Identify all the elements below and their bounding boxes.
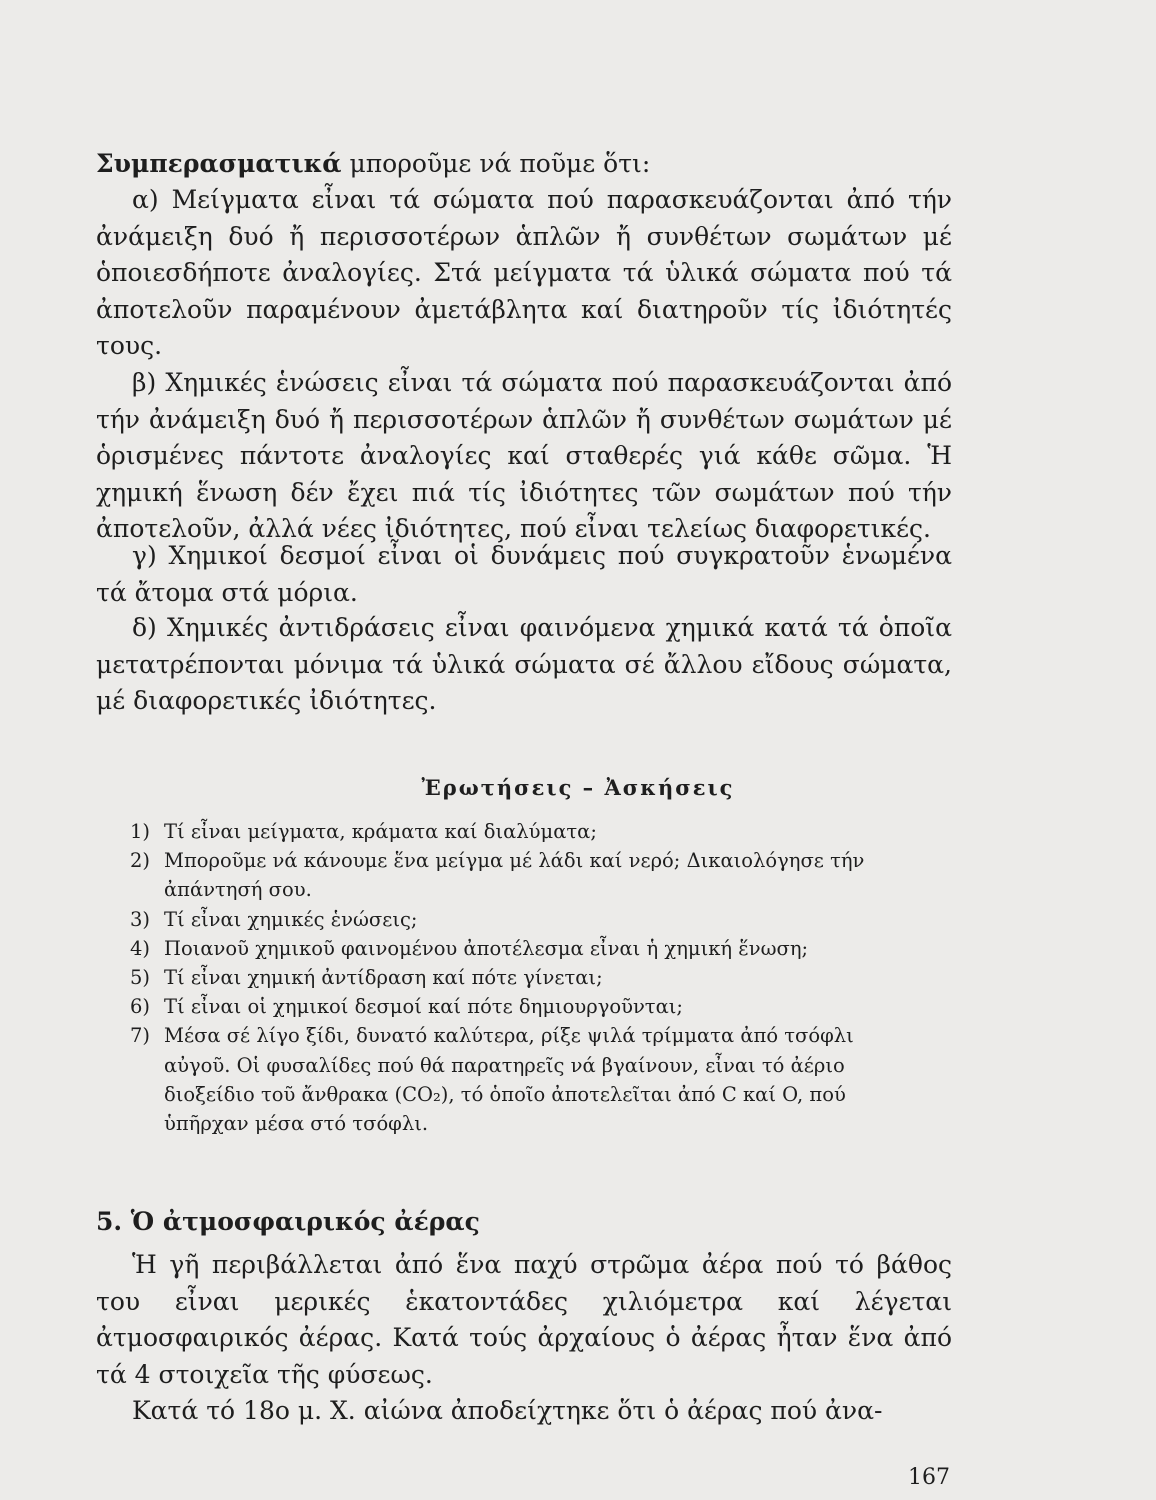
question-text: Μέσα σέ λίγο ξίδι, δυνατό καλύτερα, ρίξε ψιλά τρίμματα ἀπό τσόφλι αὐγοῦ. Οἱ φυσαλίδες πού θά παρατηρεῖς νά βγαίνουν, εἶναι τό ἀέριο διοξείδιο τοῦ ἄνθρακα (CO₂), τό ὁποῖο ἀποτελεῖται ἀπό C καί O, πού ὑπῆρχαν μέσα στό τσόφλι. xyxy=(164,1024,854,1136)
question-text: Ποιανοῦ χημικοῦ φαινομένου ἀποτέλεσμα εἶναι ἡ χημική ἕνωση; xyxy=(164,936,809,960)
question-item xyxy=(130,905,920,934)
question-item xyxy=(130,846,920,904)
question-number: 5) xyxy=(130,966,151,990)
conclusion-item-a: α) Μείγματα εἶναι τά σώματα πού παρασκευάζονται ἀπό τήν ἀνάμειξη δυό ἤ περισσοτέρων ἁπλῶν ἤ συνθέτων σωμάτων μέ ὁποιεσδήποτε ἀναλογίες. Στά μείγματα τά ὑλικά σώματα πού τά ἀποτελοῦν παραμένουν ἀμετάβλητα καί διατηροῦν τίς ἰδιότητές τους. xyxy=(96,185,952,360)
questions-title: Ἐρωτήσεις – Ἀσκήσεις xyxy=(421,775,735,800)
question-item xyxy=(130,934,920,963)
question-item xyxy=(130,817,920,846)
section-paragraph: Ἡ γῆ περιβάλλεται ἀπό ἕνα παχύ στρῶμα ἀέρα πού τό βάθος του εἶναι μερικές ἑκατοντάδες χιλιόμετρα καί λέγεται ἀτμοσφαιρικός ἀέρας. Κατά τούς ἀρχαίους ὁ ἀέρας ἦταν ἕνα ἀπό τά 4 στοιχεῖα τῆς φύσεως. xyxy=(96,1250,952,1389)
question-number: 7) xyxy=(130,1024,151,1048)
question-text: Τί εἶναι χημική ἀντίδραση καί πότε γίνεται; xyxy=(164,966,603,990)
question-number: 6) xyxy=(130,995,151,1019)
question-number: 2) xyxy=(130,849,151,873)
question-item xyxy=(130,992,920,1021)
conclusion-item-c: γ) Χημικοί δεσμοί εἶναι οἱ δυνάμεις πού συγκρατοῦν ἑνωμένα τά ἄτομα στά μόρια. xyxy=(96,541,952,607)
section-paragraph: Κατά τό 18ο μ. Χ. αἰώνα ἀποδείχτηκε ὅτι ὁ ἀέρας πού ἀνα- xyxy=(132,1396,883,1425)
question-item xyxy=(130,1021,920,1138)
question-text: Τί εἶναι οἱ χημικοί δεσμοί καί πότε δημιουργοῦνται; xyxy=(164,995,683,1019)
question-item xyxy=(130,963,920,992)
question-number: 3) xyxy=(130,907,151,931)
question-text: Τί εἶναι μείγματα, κράματα καί διαλύματα; xyxy=(164,820,597,843)
question-text: Τί εἶναι χημικές ἑνώσεις; xyxy=(164,907,418,931)
conclusion-intro xyxy=(96,146,952,183)
conclusion-item-b: β) Χημικές ἑνώσεις εἶναι τά σώματα πού παρασκευάζονται ἀπό τήν ἀνάμειξη δυό ἤ περισσοτέρων ἁπλῶν ἤ συνθέτων σωμάτων μέ ὁρισμένες πάντοτε ἀναλογίες καί σταθερές γιά κάθε σῶμα. Ἡ χημική ἕνωση δέν ἔχει πιά τίς ἰδιότητες τῶν σωμάτων πού τήν ἀποτελοῦν, ἀλλά νέες ἰδιότητες, πού εἶναι τελείως διαφορετικές. xyxy=(96,368,952,543)
section-title: 5. Ὁ ἀτμοσφαιρικός ἀέρας xyxy=(96,1207,480,1236)
questions-list xyxy=(130,817,920,1138)
conclusion-lead-bold: Συμπερασματικά xyxy=(96,149,342,178)
question-number: 1) xyxy=(130,820,151,843)
conclusion-item-d: δ) Χημικές ἀντιδράσεις εἶναι φαινόμενα χημικά κατά τά ὁποῖα μετατρέπονται μόνιμα τά ὑλικά σώματα σέ ἄλλου εἴδους σώματα, μέ διαφορετικές ἰδιότητες. xyxy=(96,613,952,715)
conclusion-lead-rest: μποροῦμε νά ποῦμε ὅτι: xyxy=(341,149,651,178)
question-number: 4) xyxy=(130,936,151,960)
page-number: 167 xyxy=(908,1465,950,1490)
question-text: Μποροῦμε νά κάνουμε ἕνα μείγμα μέ λάδι καί νερό; Δικαιολόγησε τήν ἀπάντησή σου. xyxy=(164,849,865,902)
